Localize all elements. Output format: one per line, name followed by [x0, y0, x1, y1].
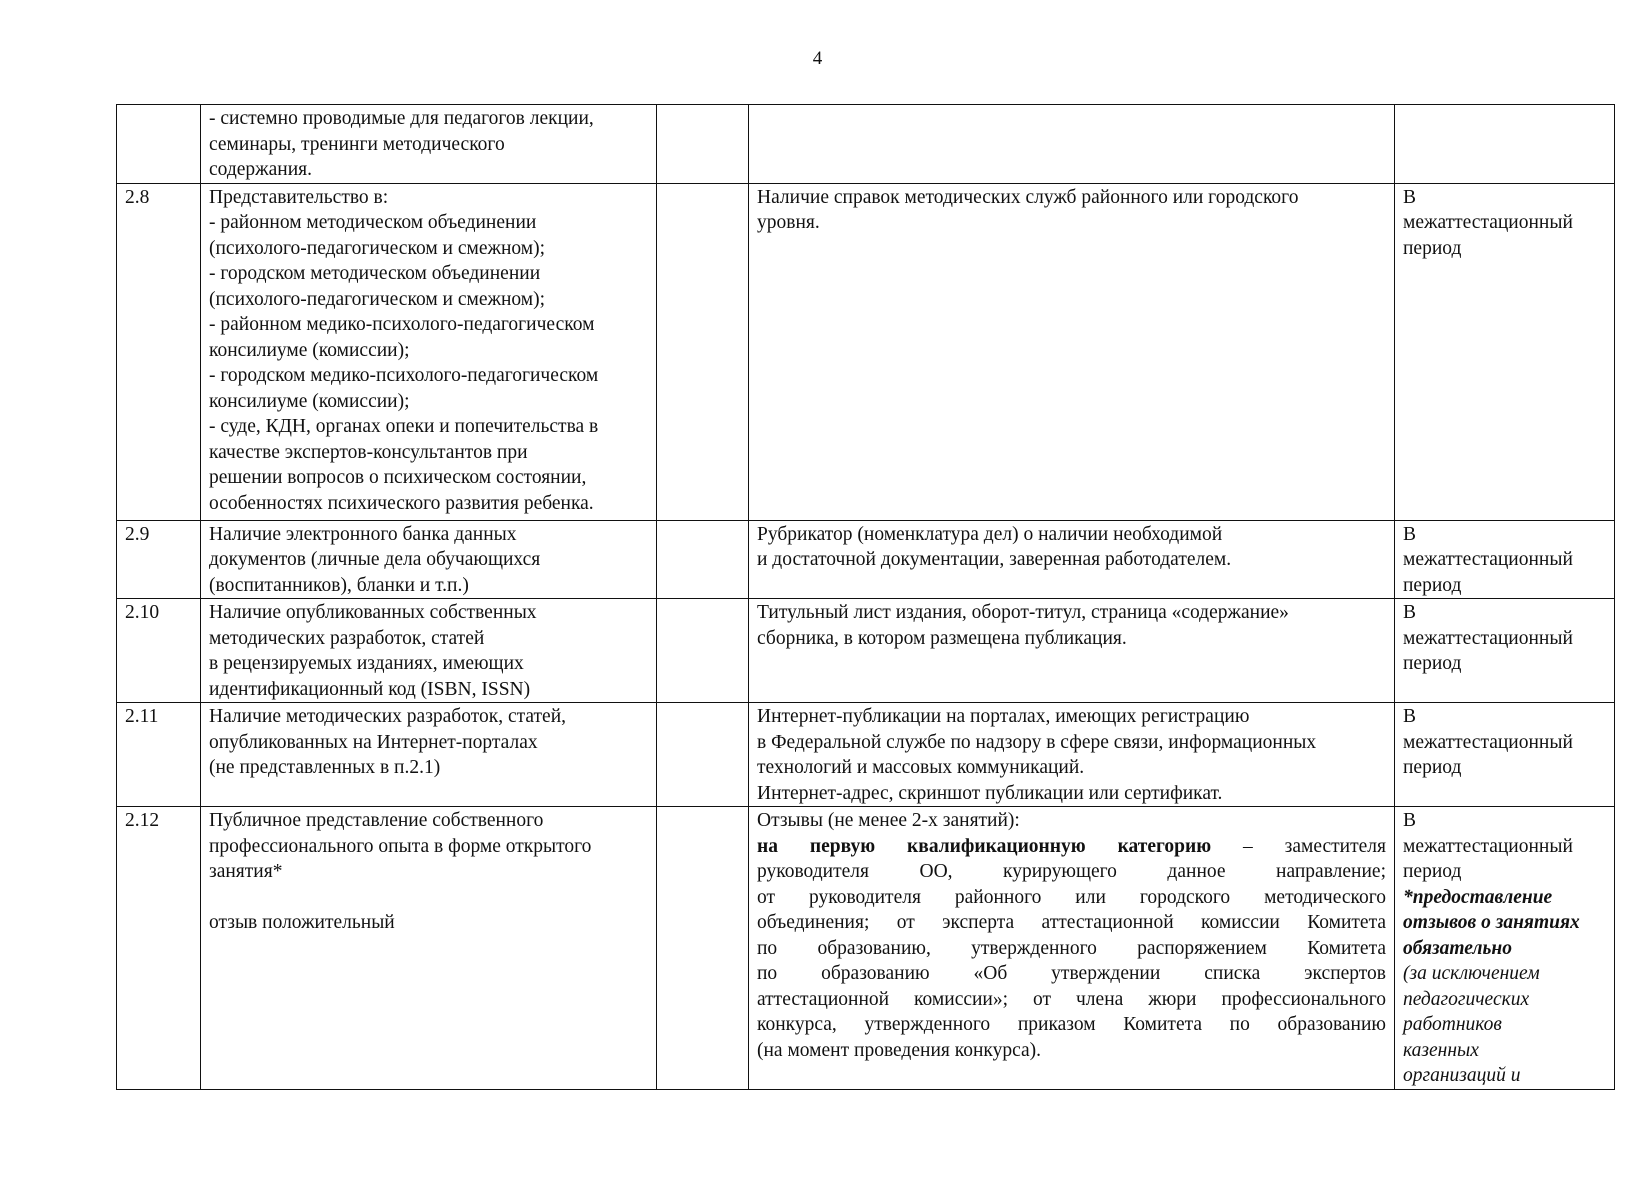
- evidence-line: Наличие справок методических служб районного или городского: [757, 186, 1299, 208]
- indicator-line: методических разработок, статей: [209, 627, 485, 649]
- period-line: межаттестационный: [1403, 212, 1573, 233]
- evidence-cell: [749, 703, 1395, 807]
- indicator-line: (психолого-педагогическом и смежном);: [209, 237, 546, 259]
- indicator-line: Наличие методических разработок, статей,: [209, 706, 567, 727]
- indicator-line: - суде, КДН, органах опеки и попечительства в: [209, 416, 599, 437]
- period-cell: [1395, 703, 1615, 807]
- evidence-cell: [749, 105, 1395, 184]
- period-line: период: [1403, 653, 1462, 674]
- indicator-line: консилиуме (комиссии);: [209, 390, 410, 412]
- evidence-line: по образованию «Об утверждении списка экспертов: [757, 963, 1386, 984]
- category-label: на первую квалификационную категорию: [757, 835, 1212, 857]
- indicator-line: - районном медико-психолого-педагогическом: [209, 314, 595, 335]
- indicator-line: качестве экспертов-консультантов при: [209, 441, 528, 463]
- period-line: межаттестационный: [1403, 627, 1573, 649]
- indicator-line: в рецензируемых изданиях, имеющих: [209, 653, 524, 674]
- evidence-cell: [749, 599, 1395, 703]
- indicator-line: документов (личные дела обучающихся: [209, 549, 541, 570]
- evidence-line: уровня.: [757, 212, 820, 233]
- table-row-2-8: [117, 183, 1615, 520]
- indicator-line: (психолого-педагогическом и смежном);: [209, 288, 546, 310]
- indicator-cell: [201, 105, 657, 184]
- indicator-line: Публичное представление собственного: [209, 810, 544, 831]
- evidence-intro: Отзывы (не менее 2-х занятий):: [757, 810, 1020, 831]
- evidence-line: объединения; от эксперта аттестационной комиссии Комитета: [757, 912, 1386, 933]
- score-cell: [657, 105, 749, 184]
- score-cell: [657, 599, 749, 703]
- indicator-line: решении вопросов о психическом состоянии,: [209, 467, 587, 488]
- indicator-line: - районном методическом объединении: [209, 212, 537, 233]
- period-note-line: работников: [1403, 1014, 1502, 1035]
- table-row-2-10: [117, 599, 1615, 703]
- evidence-line: (на момент проведения конкурса).: [757, 1039, 1042, 1061]
- criteria-table: [116, 104, 1615, 1090]
- indicator-line: отзыв положительный: [209, 912, 395, 933]
- indicator-cell: [201, 520, 657, 599]
- indicator-cell: [201, 703, 657, 807]
- evidence-cell: [749, 520, 1395, 599]
- period-line: В: [1403, 706, 1417, 727]
- evidence-line: Титульный лист издания, оборот-титул, страница «содержание»: [757, 602, 1289, 623]
- period-line: период: [1403, 574, 1462, 596]
- score-cell: [657, 183, 749, 520]
- score-cell: [657, 520, 749, 599]
- row-number: 2.8: [117, 183, 201, 520]
- evidence-line: руководителя ОО, курирующего данное направление;: [757, 861, 1386, 882]
- evidence-line: аттестационной комиссии»; от члена жюри профессионального: [757, 988, 1386, 1010]
- score-cell: [657, 807, 749, 1090]
- evidence-line: по образованию, утвержденного распоряжением Комитета: [757, 937, 1386, 959]
- period-line: межаттестационный: [1403, 835, 1573, 857]
- indicator-line: - городском методическом объединении: [209, 263, 541, 284]
- period-line: межаттестационный: [1403, 549, 1573, 570]
- row-number: 2.11: [117, 703, 201, 807]
- indicator-line: (не представленных в п.2.1): [209, 757, 441, 778]
- indicator-cell: [201, 599, 657, 703]
- indicator-line: Представительство в:: [209, 186, 389, 208]
- indicator-line: содержания.: [209, 159, 313, 180]
- evidence-line: конкурса, утвержденного приказом Комитета по образованию: [757, 1014, 1386, 1035]
- row-number: 2.9: [117, 520, 201, 599]
- evidence-line: [757, 834, 1386, 860]
- period-line: В: [1403, 186, 1417, 208]
- table-row-2-12: [117, 807, 1615, 1090]
- period-note-line: отзывов о занятиях: [1403, 912, 1580, 933]
- period-note-line: организаций и: [1403, 1065, 1521, 1086]
- period-note-line: *предоставление: [1403, 886, 1553, 908]
- period-cell: [1395, 105, 1615, 184]
- indicator-cell: [201, 807, 657, 1090]
- indicator-line: занятия*: [209, 861, 283, 882]
- table-row-2-9: [117, 520, 1615, 599]
- indicator-line: идентификационный код (ISBN, ISSN): [209, 678, 531, 700]
- evidence-line: и достаточной документации, заверенная работодателем.: [757, 549, 1232, 570]
- indicator-line: - городском медико-психолого-педагогическом: [209, 365, 599, 386]
- period-cell: [1395, 183, 1615, 520]
- period-cell: [1395, 807, 1615, 1090]
- indicator-line: семинары, тренинги методического: [209, 133, 505, 155]
- evidence-line: Интернет-публикации на порталах, имеющих регистрацию: [757, 706, 1250, 727]
- evidence-line: сборника, в котором размещена публикация.: [757, 627, 1127, 649]
- indicator-line: Наличие опубликованных собственных: [209, 602, 537, 623]
- period-note-line: (за исключением: [1403, 963, 1540, 984]
- evidence-line: Интернет-адрес, скриншот публикации или сертификат.: [757, 782, 1223, 804]
- period-cell: [1395, 520, 1615, 599]
- period-line: В: [1403, 602, 1417, 623]
- indicator-line: - системно проводимые для педагогов лекции,: [209, 108, 594, 129]
- period-line: В: [1403, 810, 1417, 831]
- row-number: 2.10: [117, 599, 201, 703]
- indicator-cell: [201, 183, 657, 520]
- indicator-line: [209, 885, 648, 911]
- evidence-line: Рубрикатор (номенклатура дел) о наличии необходимой: [757, 523, 1223, 545]
- evidence-line: технологий и массовых коммуникаций.: [757, 757, 1085, 778]
- evidence-line: в Федеральной службе по надзору в сфере связи, информационных: [757, 731, 1317, 753]
- period-line: период: [1403, 757, 1462, 778]
- table-row-2-11: [117, 703, 1615, 807]
- indicator-line: профессионального опыта в форме открытого: [209, 835, 592, 857]
- indicator-line: Наличие электронного банка данных: [209, 523, 517, 545]
- period-line: В: [1403, 523, 1417, 545]
- page-number: 4: [812, 48, 823, 69]
- period-line: межаттестационный: [1403, 731, 1573, 753]
- period-note-line: обязательно: [1403, 937, 1512, 959]
- period-line: период: [1403, 237, 1462, 259]
- indicator-line: (воспитанников), бланки и т.п.): [209, 574, 469, 596]
- evidence-cell: [749, 807, 1395, 1090]
- evidence-text: – заместителя: [1211, 835, 1386, 857]
- period-note-line: казенных: [1403, 1039, 1479, 1061]
- evidence-cell: [749, 183, 1395, 520]
- score-cell: [657, 703, 749, 807]
- indicator-line: опубликованных на Интернет-порталах: [209, 731, 538, 753]
- evidence-line: от руководителя районного или городского методического: [757, 886, 1386, 908]
- period-note-line: педагогических: [1403, 988, 1530, 1010]
- period-cell: [1395, 599, 1615, 703]
- table-row-continuation: [117, 105, 1615, 184]
- row-number: [117, 105, 201, 184]
- indicator-line: особенностях психического развития ребенка.: [209, 492, 594, 514]
- row-number: 2.12: [117, 807, 201, 1090]
- indicator-line: консилиуме (комиссии);: [209, 339, 410, 361]
- period-line: период: [1403, 861, 1462, 882]
